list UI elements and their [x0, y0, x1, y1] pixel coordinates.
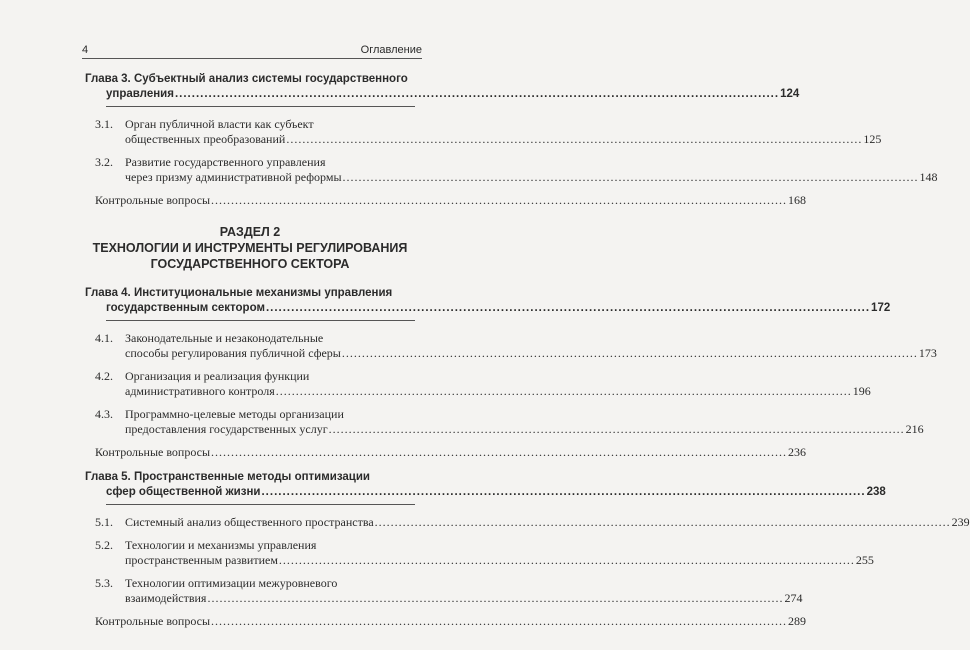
item-page: 255 [855, 553, 874, 567]
dot-leader [266, 301, 870, 316]
section-heading [85, 224, 415, 272]
toc-item-4-2[interactable] [95, 369, 871, 399]
toc-questions-5[interactable] [95, 614, 807, 629]
item-number: 5.2. [95, 538, 113, 552]
item-number: 4.2. [95, 369, 113, 383]
table-of-contents [85, 72, 970, 639]
dot-leader [329, 422, 905, 437]
item-page: 274 [784, 591, 803, 605]
item-page: 148 [919, 170, 938, 184]
item-title-line2: административного контроля [125, 384, 275, 398]
dot-leader [211, 614, 787, 629]
chapter-title [85, 470, 886, 500]
item-title-line1: Законодательные и незаконодательные [125, 331, 324, 345]
chapter-rule [106, 106, 415, 107]
questions-label: Контрольные вопросы [95, 193, 211, 207]
toc-item-5-2[interactable] [95, 538, 874, 568]
chapter-rule [106, 320, 415, 321]
dot-leader [276, 384, 852, 399]
item-title-line1: Организация и реализация функции [125, 369, 310, 383]
chapter-title [85, 72, 800, 102]
dot-leader [342, 346, 918, 361]
section-title-line2: ГОСУДАРСТВЕННОГО СЕКТОРА [150, 257, 350, 271]
item-page: 196 [852, 384, 871, 398]
dot-leader [375, 515, 951, 530]
item-title-line2: через призму административной реформы [125, 170, 342, 184]
item-number: 5.3. [95, 576, 113, 590]
item-title-line1: Орган публичной власти как субъект [125, 117, 314, 131]
chapter-title-line2: управления [106, 88, 174, 100]
item-number: 3.2. [95, 155, 113, 169]
toc-item-3-1[interactable] [95, 117, 882, 147]
chapter-title-line1: Глава 3. Субъектный анализ системы государственного [85, 73, 408, 85]
item-title-line1: Технологии оптимизации межуровневого [125, 576, 338, 590]
toc-chapter-4[interactable] [85, 286, 891, 321]
item-title-line1: Программно-целевые методы организации [125, 407, 344, 421]
item-page: 173 [918, 346, 937, 360]
toc-item-4-3[interactable] [95, 407, 924, 437]
toc-item-4-1[interactable] [95, 331, 937, 361]
item-number: 3.1. [95, 117, 113, 131]
chapter-title [85, 286, 891, 316]
item-title-line2: пространственным развитием [125, 553, 278, 567]
toc-questions-3[interactable] [95, 193, 807, 208]
running-title: Оглавление [360, 44, 422, 56]
item-page: 216 [905, 422, 924, 436]
chapter-page: 172 [871, 302, 891, 314]
item-number: 4.1. [95, 331, 113, 345]
dot-leader [286, 132, 862, 147]
questions-page: 289 [788, 614, 807, 628]
item-page: 125 [863, 132, 882, 146]
toc-chapter-3[interactable] [85, 72, 800, 107]
item-title-line2: предоставления государственных услуг [125, 422, 328, 436]
dot-leader [343, 170, 919, 185]
chapter-page: 238 [866, 486, 886, 498]
dot-leader [211, 193, 787, 208]
questions-page: 168 [788, 193, 807, 207]
page-header [82, 34, 422, 59]
questions-label: Контрольные вопросы [95, 445, 211, 459]
chapter-title-line1: Глава 4. Институциональные механизмы управления [85, 287, 393, 299]
item-title-line1: Технологии и механизмы управления [125, 538, 317, 552]
dot-leader [261, 485, 865, 500]
chapter-title-line2: государственным сектором [106, 302, 265, 314]
item-title-line2: общественных преобразований [125, 132, 286, 146]
item-number: 5.1. [95, 515, 113, 529]
chapter-title-line2: сфер общественной жизни [106, 486, 261, 498]
item-title-line1: Развитие государственного управления [125, 155, 326, 169]
section-label: РАЗДЕЛ 2 [219, 225, 281, 239]
toc-item-3-2[interactable] [95, 155, 938, 185]
item-title-line1: Системный анализ общественного пространства [125, 515, 374, 529]
toc-questions-4[interactable] [95, 445, 807, 460]
questions-page: 236 [788, 445, 807, 459]
item-title-line2: взаимодействия [125, 591, 207, 605]
item-page: 239 [951, 515, 970, 529]
chapter-title-line1: Глава 5. Пространственные методы оптимизации [85, 471, 370, 483]
toc-item-5-1[interactable] [95, 515, 970, 530]
dot-leader [175, 87, 779, 102]
chapter-page: 124 [780, 88, 800, 100]
dot-leader [207, 591, 783, 606]
item-title-line2: способы регулирования публичной сферы [125, 346, 341, 360]
dot-leader [279, 553, 855, 568]
dot-leader [211, 445, 787, 460]
page-number: 4 [82, 44, 89, 56]
item-number: 4.3. [95, 407, 113, 421]
toc-item-5-3[interactable] [95, 576, 803, 606]
toc-chapter-5[interactable] [85, 470, 886, 505]
section-title-line1: ТЕХНОЛОГИИ И ИНСТРУМЕНТЫ РЕГУЛИРОВАНИЯ [92, 241, 408, 255]
questions-label: Контрольные вопросы [95, 614, 211, 628]
chapter-rule [106, 504, 415, 505]
